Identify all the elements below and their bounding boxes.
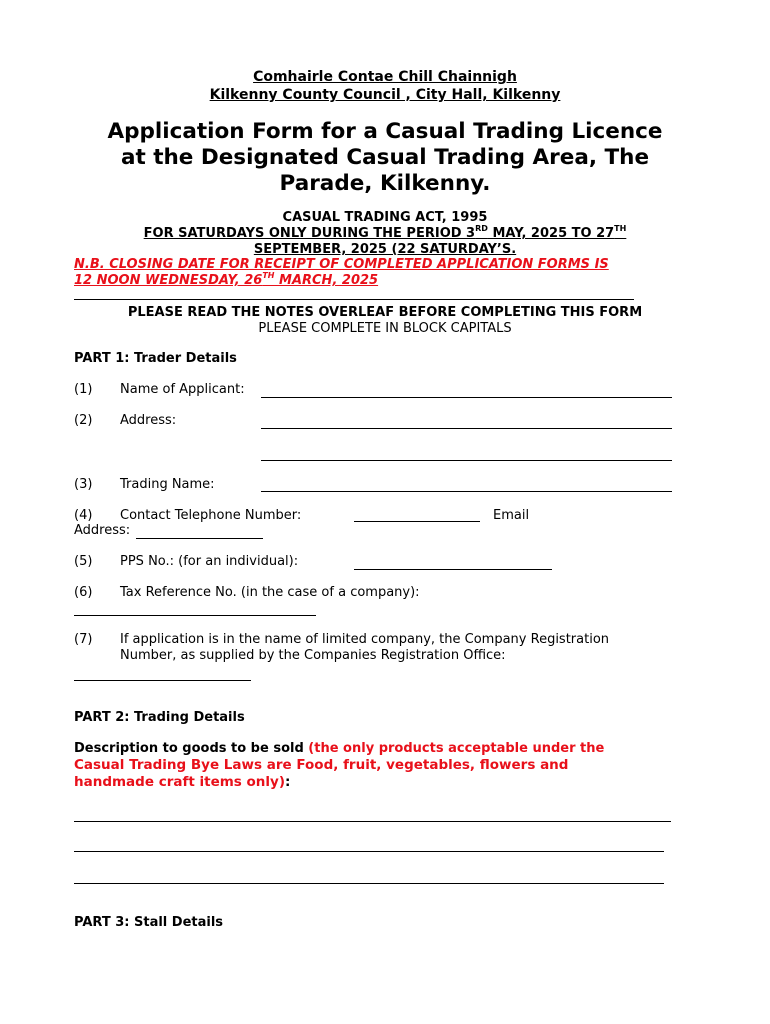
closing-date-notice-line-1: N.B. CLOSING DATE FOR RECEIPT OF COMPLETED APPLICATION FORMS IS — [74, 257, 609, 272]
item-7-number: (7) — [74, 632, 93, 647]
pps-label: PPS No.: (for an individual): — [120, 554, 299, 569]
separator-line — [74, 299, 634, 300]
form-title-line-2: at the Designated Casual Trading Area, The — [120, 145, 650, 170]
applicant-name-label: Name of Applicant: — [120, 382, 245, 397]
trading-name-field[interactable] — [261, 491, 672, 492]
email-label: Email — [493, 508, 530, 523]
goods-description-line-3: handmade craft items only): — [74, 774, 291, 790]
goods-description-field-line-3[interactable] — [74, 883, 664, 884]
pps-field[interactable] — [354, 569, 552, 570]
council-irish-name: Comhairle Contae Chill Chainnigh — [253, 69, 517, 85]
item-4-number: (4) — [74, 508, 93, 523]
item-1-number: (1) — [74, 382, 93, 397]
trading-period-line-2: SEPTEMBER, 2025 (22 SATURDAY’S. — [253, 242, 517, 257]
closing-date-notice-line-2: 12 NOON WEDNESDAY, 26TH MARCH, 2025 — [74, 271, 379, 288]
email-field[interactable] — [136, 538, 263, 539]
read-notes-instruction: PLEASE READ THE NOTES OVERLEAF BEFORE COMPLETING THIS FORM — [127, 305, 643, 320]
goods-description-line-1: Description to goods to be sold (the only products acceptable under the — [74, 741, 605, 756]
form-title-line-3: Parade, Kilkenny. — [279, 171, 491, 196]
part-3-heading: PART 3: Stall Details — [74, 915, 224, 930]
block-capitals-instruction: PLEASE COMPLETE IN BLOCK CAPITALS — [258, 321, 512, 336]
tax-reference-label: Tax Reference No. (in the case of a company): — [120, 585, 420, 600]
form-title-line-1: Application Form for a Casual Trading Licence — [107, 119, 663, 144]
trading-period-line-1: FOR SATURDAYS ONLY DURING THE PERIOD 3RD MAY, 2025 TO 27TH — [143, 224, 627, 241]
company-registration-label-line-1: If application is in the name of limited company, the Company Registration — [120, 632, 610, 647]
applicant-name-field[interactable] — [261, 397, 672, 398]
item-6-number: (6) — [74, 585, 93, 600]
company-registration-label-line-2: Number, as supplied by the Companies Registration Office: — [120, 648, 506, 663]
trading-name-label: Trading Name: — [120, 477, 215, 492]
tax-reference-field[interactable] — [74, 615, 316, 616]
address-label: Address: — [120, 413, 177, 428]
goods-description-field-line-1[interactable] — [74, 821, 671, 822]
email-address-label: Address: — [74, 523, 131, 538]
telephone-label: Contact Telephone Number: — [120, 508, 302, 523]
goods-description-field-line-2[interactable] — [74, 851, 664, 852]
company-registration-field[interactable] — [74, 680, 251, 681]
goods-description-line-2: Casual Trading Bye Laws are Food, fruit, vegetables, flowers and — [74, 757, 569, 773]
part-1-heading: PART 1: Trader Details — [74, 351, 237, 366]
item-3-number: (3) — [74, 477, 93, 492]
council-name-address: Kilkenny County Council , City Hall, Kilkenny — [209, 87, 561, 103]
address-field-line-2[interactable] — [261, 460, 672, 461]
item-2-number: (2) — [74, 413, 93, 428]
telephone-field[interactable] — [354, 521, 480, 522]
item-5-number: (5) — [74, 554, 93, 569]
act-name: CASUAL TRADING ACT, 1995 — [282, 210, 488, 225]
part-2-heading: PART 2: Trading Details — [74, 710, 245, 725]
address-field-line-1[interactable] — [261, 428, 672, 429]
